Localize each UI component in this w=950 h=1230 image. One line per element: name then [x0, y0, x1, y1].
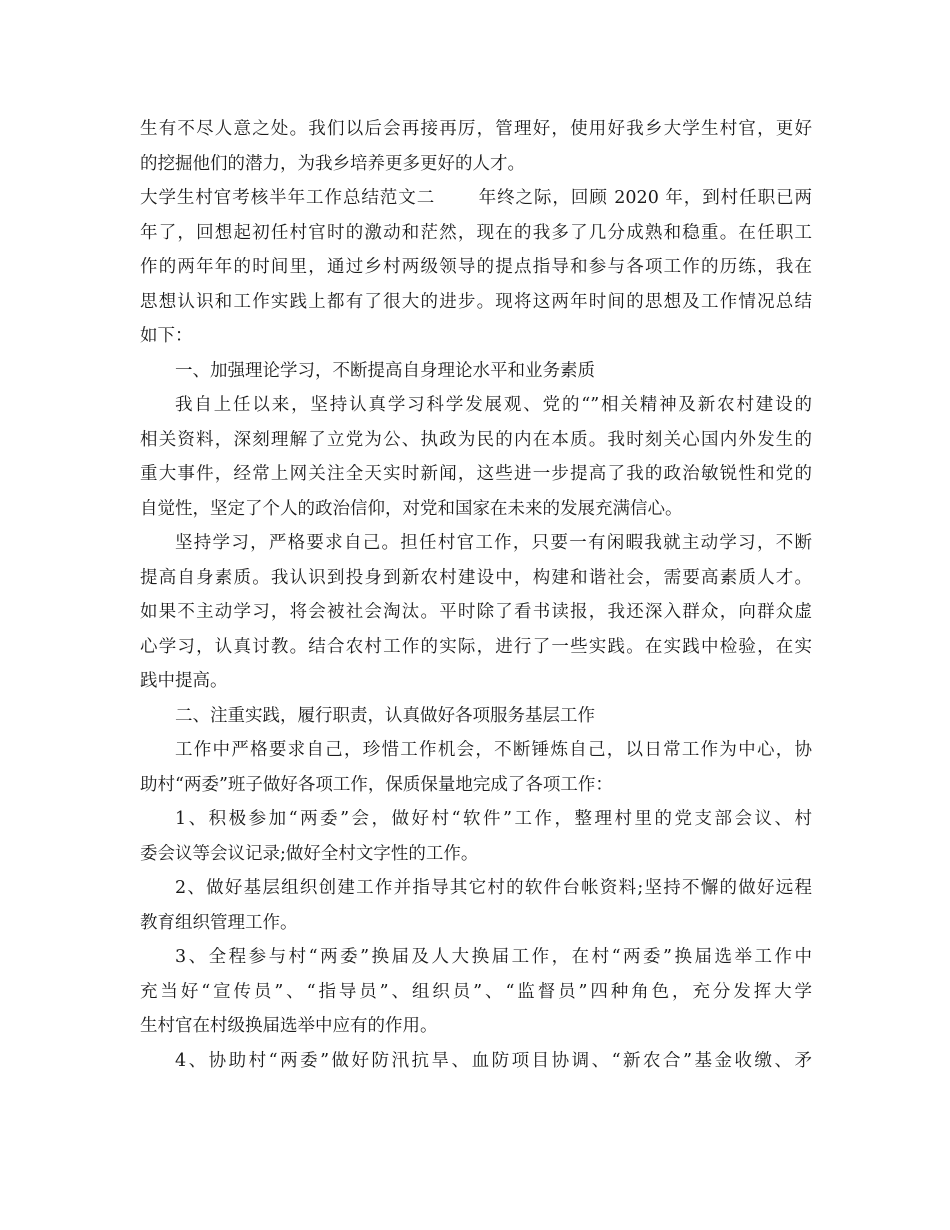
text-line: 思想认识和工作实践上都有了很大的进步。现将这两年时间的思想及工作情况总结 — [140, 291, 812, 312]
document-body — [140, 112, 812, 1078]
text-line: 作的两年年的时间里，通过乡村两级领导的提点指导和参与各项工作的历练，我在 — [140, 257, 812, 277]
text-line: 的挖掘他们的潜力，为我乡培养更多更好的人才。 — [140, 153, 525, 174]
text-line: 我自上任以来，坚持认真学习科学发展观、党的“”相关精神及新农村建设的 — [175, 395, 812, 415]
text-line: 2、做好基层组织创建工作并指导其它村的软件台帐资料;坚持不懈的做好远程 — [175, 878, 812, 898]
text-line: 二、注重实践，履行职责，认真做好各项服务基层工作 — [175, 705, 595, 726]
text-line: 充当好“宣传员”、“指导员”、组织员”、“监督员”四种角色，充分发挥大学 — [140, 981, 812, 1002]
text-line: 心学习，认真讨教。结合农村工作的实际，进行了一些实践。在实践中检验，在实 — [140, 636, 812, 657]
text-line: 一、加强理论学习，不断提高自身理论水平和业务素质 — [175, 360, 595, 381]
text-line: 助村“两委”班子做好各项工作，保质保量地完成了各项工作： — [140, 774, 613, 795]
text-line: 1、积极参加“两委”会，做好村“软件”工作，整理村里的党支部会议、村 — [175, 809, 812, 829]
text-line: 生有不尽人意之处。我们以后会再接再厉，管理好，使用好我乡大学生村官，更好 — [140, 119, 812, 139]
text-line: 如下： — [140, 326, 193, 346]
text-line: 委会议等会议记录;做好全村文字性的工作。 — [140, 843, 479, 864]
text-line: 提高自身素质。我认识到投身到新农村建设中，构建和谐社会，需要高素质人才。 — [140, 567, 812, 588]
text-line: 坚持学习，严格要求自己。担任村官工作，只要一有闲暇我就主动学习，不断 — [175, 533, 812, 553]
text-line: 4、协助村“两委”做好防汛抗旱、血防项目协调、“新农合”基金收缴、矛 — [175, 1050, 812, 1071]
text-line: 践中提高。 — [140, 671, 228, 691]
text-line: 年了，回想起初任村官时的激动和茫然，现在的我多了几分成熟和稳重。在任职工 — [140, 222, 812, 243]
text-line: 重大事件，经常上网关注全天实时新闻，这些进一步提高了我的政治敏锐性和党的 — [140, 464, 812, 484]
text-line: 大学生村官考核半年工作总结范文二 年终之际，回顾 2020 年，到村任职已两 — [140, 188, 812, 208]
text-line: 相关资料，深刻理解了立党为公、执政为民的内在本质。我时刻关心国内外发生的 — [140, 429, 812, 450]
text-line: 自觉性，坚定了个人的政治信仰，对党和国家在未来的发展充满信心。 — [140, 498, 683, 519]
text-line: 教育组织管理工作。 — [140, 912, 298, 933]
text-line: 3、全程参与村“两委”换届及人大换届工作，在村“两委”换届选举工作中 — [175, 947, 812, 967]
text-line: 如果不主动学习，将会被社会淘汰。平时除了看书读报，我还深入群众，向群众虚 — [140, 602, 812, 622]
text-line: 生村官在村级换届选举中应有的作用。 — [140, 1016, 438, 1036]
text-line: 工作中严格要求自己，珍惜工作机会，不断锤炼自己，以日常工作为中心，协 — [175, 740, 812, 760]
